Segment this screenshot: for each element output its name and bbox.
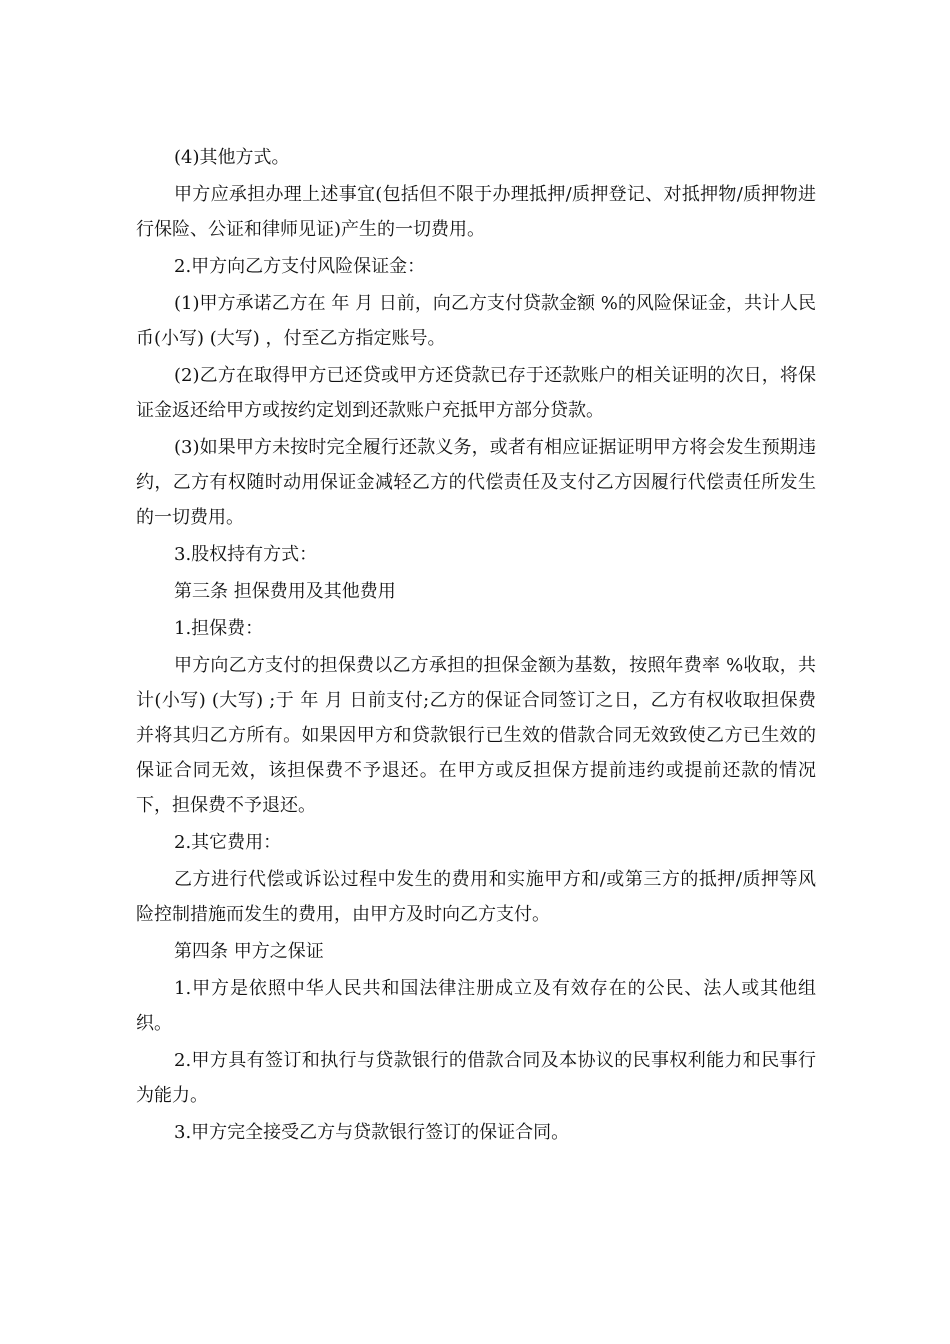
paragraph-warranty-1: 1.甲方是依照中华人民共和国法律注册成立及有效存在的公民、法人或其他组织。 bbox=[136, 978, 816, 1034]
document-page bbox=[136, 140, 816, 1152]
paragraph-guarantee-fee-body: 甲方向乙方支付的担保费以乙方承担的担保金额为基数，按照年费率 %收取，共计(小写) (大写) ;于 年 月 日前支付;乙方的保证合同签订之日，乙方有权收取担保费并将其归乙方所有。如果因甲方和贷款银行已生效的借款合同无效致使乙方已生效的保证合同无效，该担保费不予退还。在甲方或反担保方提前违约或提前还款的情况下，担保费不予退还。 bbox=[136, 655, 816, 816]
article-four-heading: 第四条 甲方之保证 bbox=[174, 941, 324, 962]
article-three-heading: 第三条 担保费用及其他费用 bbox=[174, 581, 396, 602]
paragraph-risk-deposit-1: (1)甲方承诺乙方在 年 月 日前，向乙方支付贷款金额 %的风险保证金，共计人民币(小写) (大写) ，付至乙方指定账号。 bbox=[136, 293, 816, 349]
paragraph-guarantee-fee-heading: 1.担保费： bbox=[174, 618, 264, 639]
paragraph-risk-deposit-2: (2)乙方在取得甲方已还贷或甲方还贷款已存于还款账户的相关证明的次日，将保证金返还给甲方或按约定划到还款账户充抵甲方部分贷款。 bbox=[136, 365, 816, 421]
paragraph-warranty-3: 3.甲方完全接受乙方与贷款银行签订的保证合同。 bbox=[174, 1122, 570, 1143]
paragraph-other-fees-heading: 2.其它费用： bbox=[174, 832, 282, 853]
paragraph-warranty-2: 2.甲方具有签订和执行与贷款银行的借款合同及本协议的民事权利能力和民事行为能力。 bbox=[136, 1050, 816, 1106]
paragraph-other-fees-body: 乙方进行代偿或诉讼过程中发生的费用和实施甲方和/或第三方的抵押/质押等风险控制措施而发生的费用，由甲方及时向乙方支付。 bbox=[136, 869, 816, 925]
paragraph-risk-deposit-heading: 2.甲方向乙方支付风险保证金： bbox=[174, 256, 426, 277]
paragraph-risk-deposit-3: (3)如果甲方未按时完全履行还款义务，或者有相应证据证明甲方将会发生预期违约，乙方有权随时动用保证金减轻乙方的代偿责任及支付乙方因履行代偿责任所发生的一切费用。 bbox=[136, 437, 816, 528]
paragraph-other-methods: (4)其他方式。 bbox=[174, 147, 290, 168]
paragraph-fees-liability: 甲方应承担办理上述事宜(包括但不限于办理抵押/质押登记、对抵押物/质押物进行保险、公证和律师见证)产生的一切费用。 bbox=[136, 184, 816, 240]
paragraph-equity-holding: 3.股权持有方式： bbox=[174, 544, 318, 565]
